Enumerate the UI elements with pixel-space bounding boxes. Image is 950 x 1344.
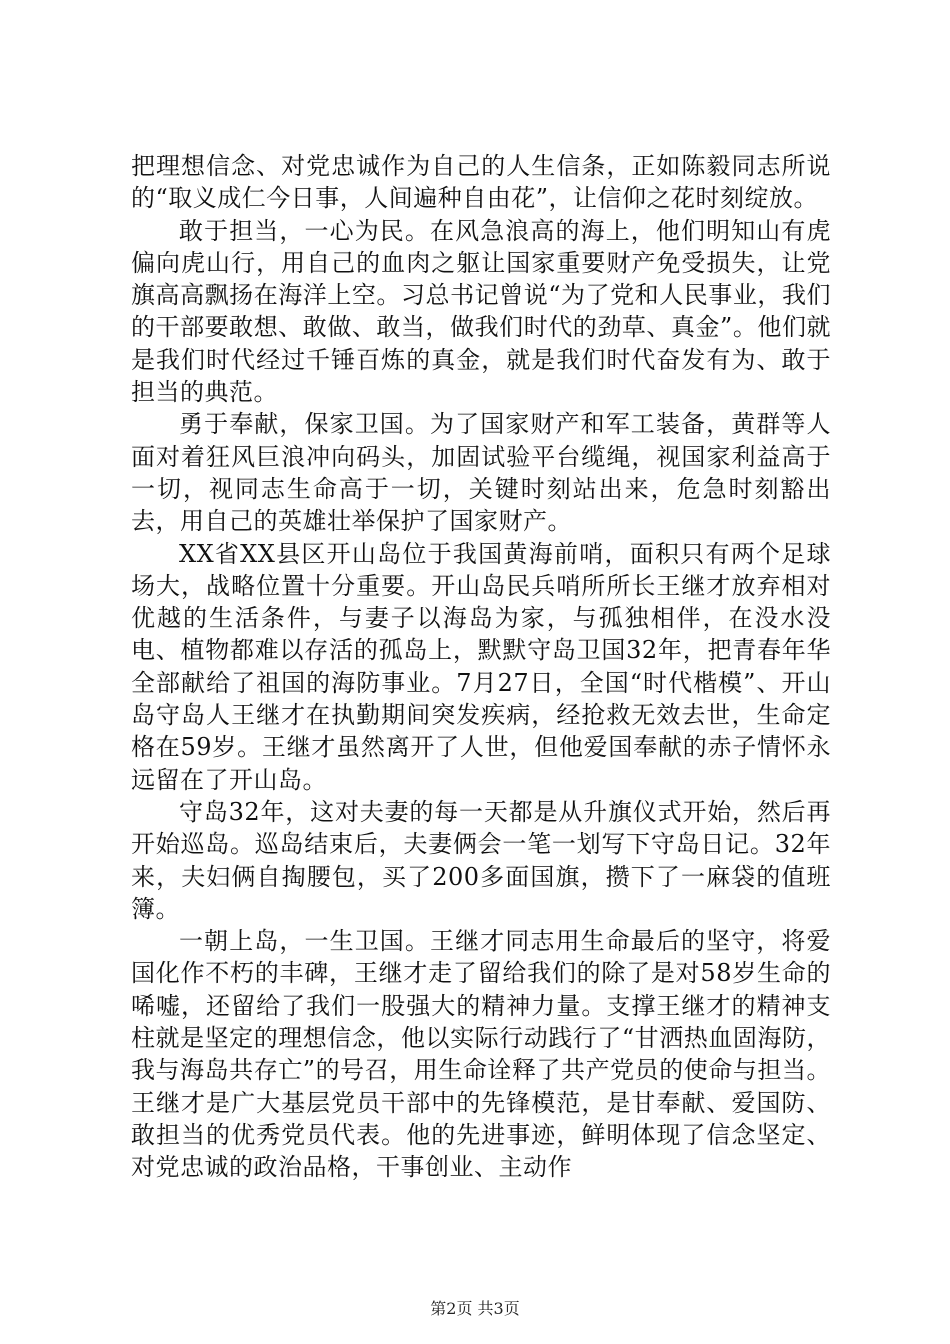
paragraph-4: XX省XX县区开山岛位于我国黄海前哨，面积只有两个足球场大，战略位置十分重要。开山岛民兵哨所所长王继才放弃相对优越的生活条件，与妻子以海岛为家，与孤独相伴，在没水没电、植物都难以存活的孤岛上，默默守岛卫国32年，把青春年华全部献给了祖国的海防事业。7月27日，全国“时代楷模”、开山岛守岛人王继才在执勤期间突发疾病，经抢救无效去世，生命定格在59岁。王继才虽然离开了人世，但他爱国奉献的赤子情怀永远留在了开山岛。: [131, 539, 831, 794]
paragraph-5: 守岛32年，这对夫妻的每一天都是从升旗仪式开始，然后再开始巡岛。巡岛结束后，夫妻俩会一笔一划写下守岛日记。32年来，夫妇俩自掏腰包，买了200多面国旗，攒下了一麻袋的值班簿。: [131, 797, 831, 923]
page-footer: 第2页 共3页: [430, 1299, 520, 1318]
document-body: [131, 150, 831, 1184]
paragraph-1: 把理想信念、对党忠诚作为自己的人生信条，正如陈毅同志所说的“取义成仁今日事，人间遍种自由花”，让信仰之花时刻绽放。: [131, 152, 831, 213]
paragraph-6: 一朝上岛，一生卫国。王继才同志用生命最后的坚守，将爱国化作不朽的丰碑，王继才走了留给我们的除了是对58岁生命的唏嘘，还留给了我们一股强大的精神力量。支撑王继才的精神支柱就是坚定的理想信念，他以实际行动践行了“甘洒热血固海防，我与海岛共存亡”的号召，用生命诠释了共产党员的使命与担当。王继才是广大基层党员干部中的先锋模范，是甘奉献、爱国防、敢担当的优秀党员代表。他的先进事迹，鲜明体现了信念坚定、对党忠诚的政治品格，干事创业、主动作: [131, 927, 831, 1182]
paragraph-2: 敢于担当，一心为民。在风急浪高的海上，他们明知山有虎偏向虎山行，用自己的血肉之躯让国家重要财产免受损失，让党旗高高飘扬在海洋上空。习总书记曾说“为了党和人民事业，我们的干部要敢想、敢做、敢当，做我们时代的劲草、真金”。他们就是我们时代经过千锤百炼的真金，就是我们时代奋发有为、敢于担当的典范。: [131, 216, 831, 407]
paragraph-3: 勇于奉献，保家卫国。为了国家财产和军工装备，黄群等人面对着狂风巨浪冲向码头，加固试验平台缆绳，视国家利益高于一切，视同志生命高于一切，关键时刻站出来，危急时刻豁出去，用自己的英雄壮举保护了国家财产。: [131, 410, 831, 536]
